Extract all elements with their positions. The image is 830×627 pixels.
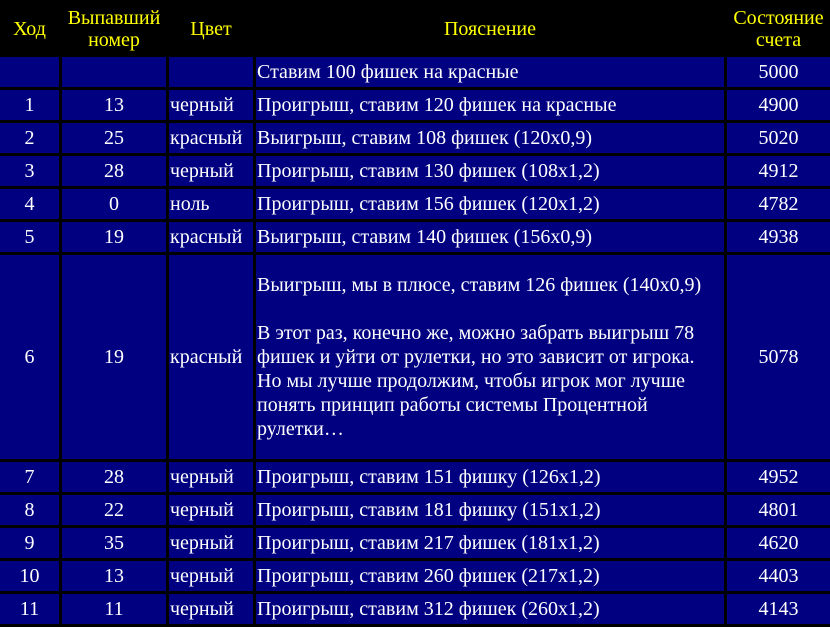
cell-color: черный bbox=[169, 462, 253, 492]
cell-explanation: Проигрыш, ставим 156 фишек (120х1,2) bbox=[256, 189, 724, 219]
header-explanation-label: Пояснение bbox=[443, 17, 536, 40]
cell-move bbox=[0, 57, 59, 87]
header-color-label: Цвет bbox=[190, 17, 232, 40]
cell-number: 0 bbox=[62, 189, 166, 219]
cell-number bbox=[62, 57, 166, 87]
cell-balance: 4782 bbox=[727, 189, 830, 219]
cell-balance: 4938 bbox=[727, 222, 830, 252]
cell-explanation: Проигрыш, ставим 260 фишек (217х1,2) bbox=[256, 561, 724, 591]
table-row bbox=[0, 462, 830, 492]
header-move bbox=[0, 3, 59, 54]
cell-explanation: Проигрыш, ставим 217 фишек (181х1,2) bbox=[256, 528, 724, 558]
header-explanation bbox=[256, 3, 724, 54]
table-row bbox=[0, 90, 830, 120]
cell-number: 28 bbox=[62, 156, 166, 186]
cell-color: черный bbox=[169, 594, 253, 624]
explanation-paragraph-2: В этот раз, конечно же, можно забрать выигрыш 78 фишек и уйти от рулетки, но это зависит от игрока. Но мы лучше продолжим, чтобы игрок мог лучше понять принцип работы системы Процентной рулетки… bbox=[257, 322, 695, 440]
cell-balance: 4143 bbox=[727, 594, 830, 624]
cell-explanation: Ставим 100 фишек на красные bbox=[256, 57, 724, 87]
cell-move: 1 bbox=[0, 90, 59, 120]
cell-color: красный bbox=[169, 222, 253, 252]
cell-move: 7 bbox=[0, 462, 59, 492]
header-color bbox=[169, 3, 253, 54]
cell-explanation: Проигрыш, ставим 312 фишек (260х1,2) bbox=[256, 594, 724, 624]
cell-balance: 4403 bbox=[727, 561, 830, 591]
cell-number: 13 bbox=[62, 90, 166, 120]
cell-move: 9 bbox=[0, 528, 59, 558]
cell-explanation: Проигрыш, ставим 181 фишку (151х1,2) bbox=[256, 495, 724, 525]
cell-number: 28 bbox=[62, 462, 166, 492]
cell-color bbox=[169, 57, 253, 87]
header-move-label: Ход bbox=[13, 17, 46, 40]
header-number-line2: номер bbox=[88, 28, 140, 51]
table-row bbox=[0, 156, 830, 186]
table-row bbox=[0, 561, 830, 591]
cell-color: черный bbox=[169, 495, 253, 525]
cell-number: 11 bbox=[62, 594, 166, 624]
cell-balance: 4912 bbox=[727, 156, 830, 186]
cell-number: 19 bbox=[62, 255, 166, 459]
table-row bbox=[0, 123, 830, 153]
cell-balance: 5020 bbox=[727, 123, 830, 153]
header-number bbox=[62, 3, 166, 54]
table-row bbox=[0, 255, 830, 459]
cell-explanation: Выигрыш, ставим 108 фишек (120х0,9) bbox=[256, 123, 724, 153]
table-row bbox=[0, 222, 830, 252]
cell-number: 19 bbox=[62, 222, 166, 252]
table-row bbox=[0, 189, 830, 219]
table-row bbox=[0, 57, 830, 87]
cell-move: 4 bbox=[0, 189, 59, 219]
cell-color: черный bbox=[169, 528, 253, 558]
header-balance-line2: счета bbox=[755, 28, 802, 51]
cell-balance: 4801 bbox=[727, 495, 830, 525]
cell-move: 3 bbox=[0, 156, 59, 186]
header-balance-line1: Состояние bbox=[733, 6, 824, 29]
cell-number: 22 bbox=[62, 495, 166, 525]
cell-move: 8 bbox=[0, 495, 59, 525]
cell-move: 11 bbox=[0, 594, 59, 624]
cell-balance: 4952 bbox=[727, 462, 830, 492]
cell-move: 10 bbox=[0, 561, 59, 591]
cell-balance: 5000 bbox=[727, 57, 830, 87]
header-balance bbox=[727, 3, 830, 54]
cell-explanation: Проигрыш, ставим 120 фишек на красные bbox=[256, 90, 724, 120]
table-row bbox=[0, 528, 830, 558]
cell-color: черный bbox=[169, 156, 253, 186]
cell-explanation: Выигрыш, ставим 140 фишек (156х0,9) bbox=[256, 222, 724, 252]
cell-move: 2 bbox=[0, 123, 59, 153]
cell-number: 25 bbox=[62, 123, 166, 153]
cell-explanation: Проигрыш, ставим 151 фишку (126х1,2) bbox=[256, 462, 724, 492]
cell-number: 13 bbox=[62, 561, 166, 591]
cell-color: красный bbox=[169, 123, 253, 153]
cell-color: ноль bbox=[169, 189, 253, 219]
cell-move: 5 bbox=[0, 222, 59, 252]
cell-explanation bbox=[256, 255, 724, 459]
table-row bbox=[0, 594, 830, 624]
cell-balance: 4620 bbox=[727, 528, 830, 558]
cell-explanation: Проигрыш, ставим 130 фишек (108х1,2) bbox=[256, 156, 724, 186]
cell-balance: 5078 bbox=[727, 255, 830, 459]
cell-color: красный bbox=[169, 255, 253, 459]
cell-color: черный bbox=[169, 561, 253, 591]
cell-number: 35 bbox=[62, 528, 166, 558]
table-row bbox=[0, 495, 830, 525]
header-row bbox=[0, 3, 830, 54]
header-number-line1: Выпавший bbox=[67, 6, 161, 29]
cell-move: 6 bbox=[0, 255, 59, 459]
explanation-paragraph-1: Выигрыш, мы в плюсе, ставим 126 фишек (140х0,9) bbox=[257, 274, 702, 296]
cell-color: черный bbox=[169, 90, 253, 120]
cell-balance: 4900 bbox=[727, 90, 830, 120]
